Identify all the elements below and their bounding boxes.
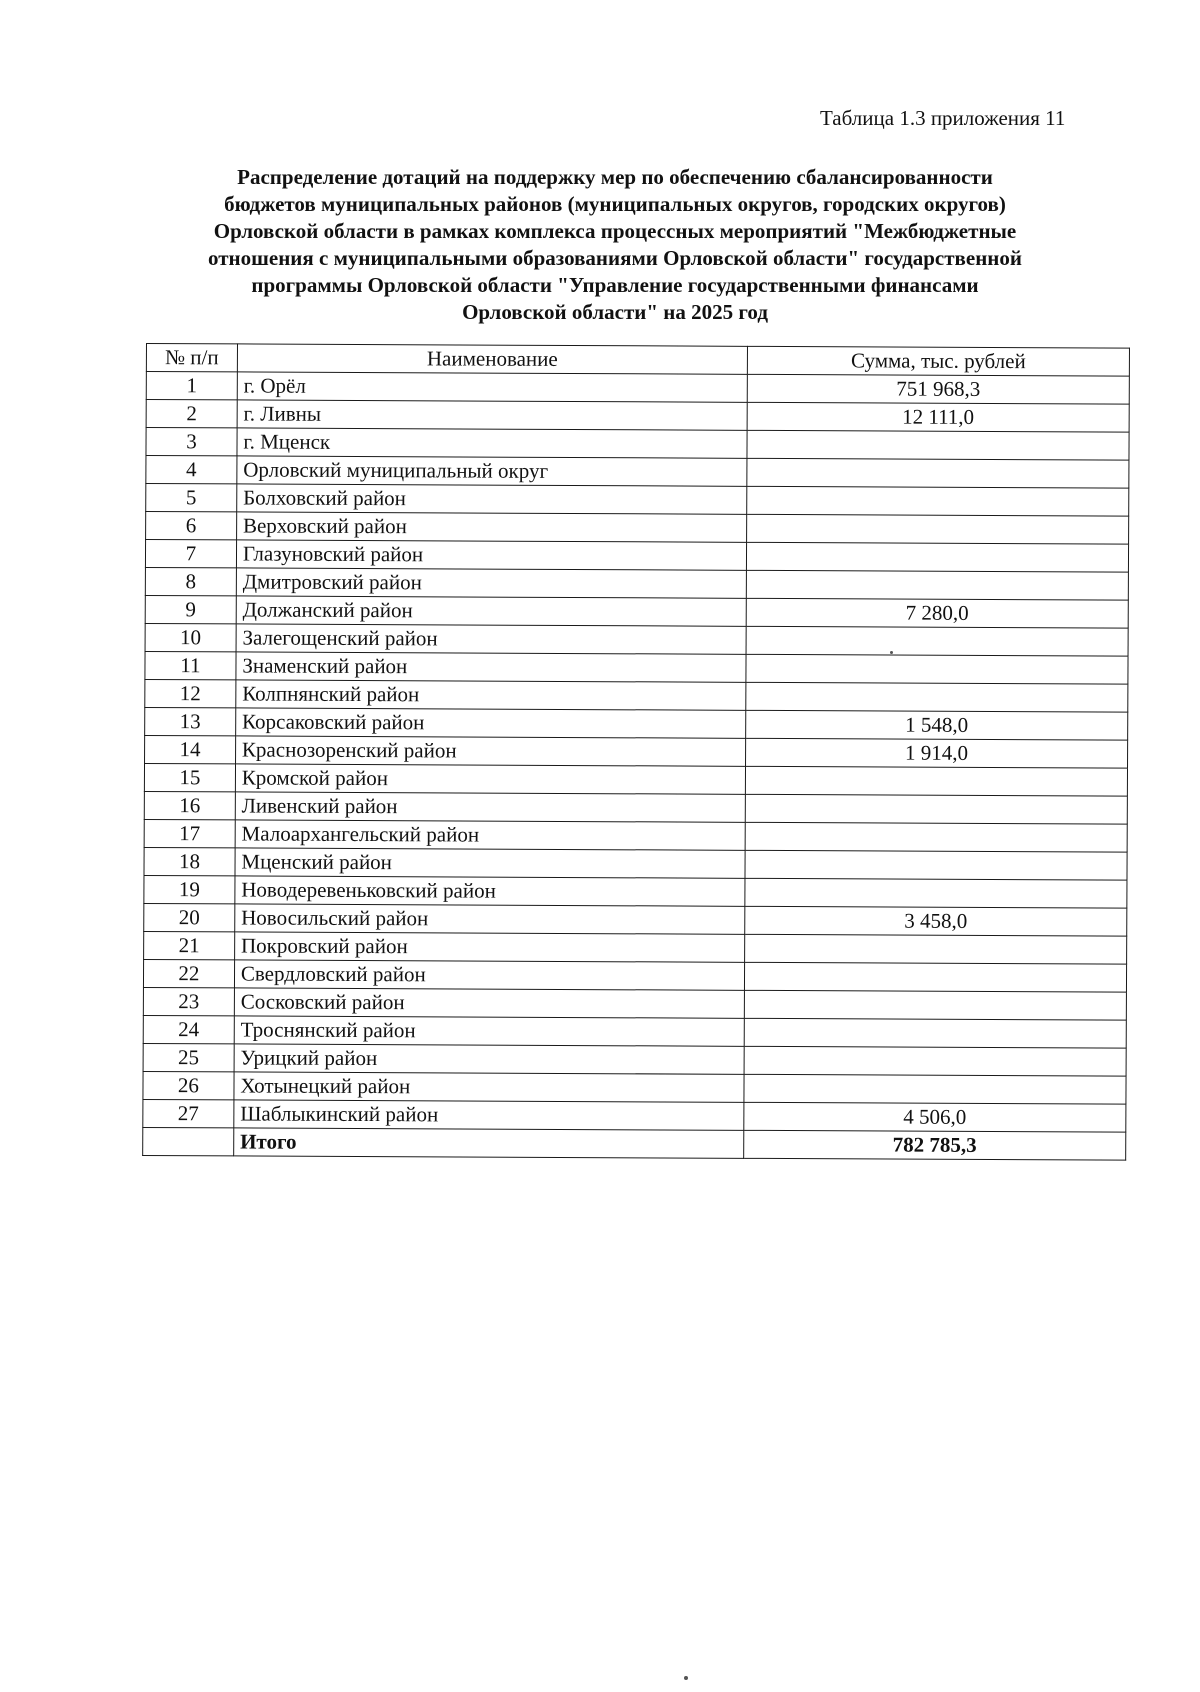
row-sum — [745, 878, 1127, 908]
row-number: 20 — [144, 903, 235, 931]
row-sum — [744, 1018, 1126, 1048]
title-line: программы Орловской области "Управление государственными финансами — [251, 273, 979, 297]
title-line: Орловской области" на 2025 год — [462, 300, 768, 324]
row-name: Краснозоренский район — [235, 736, 745, 766]
row-number: 27 — [143, 1099, 234, 1127]
document-title — [150, 164, 1080, 326]
row-sum — [747, 458, 1129, 488]
row-number — [143, 1127, 234, 1155]
row-sum — [747, 514, 1129, 544]
row-number: 7 — [145, 540, 236, 568]
row-sum: 1 548,0 — [746, 710, 1128, 740]
row-sum — [746, 654, 1128, 684]
total-row — [143, 1127, 1126, 1160]
row-name: Урицкий район — [234, 1044, 744, 1074]
row-name: Мценский район — [235, 848, 745, 878]
allocation-table — [142, 343, 1130, 1161]
header-sum: Сумма, тыс. рублей — [747, 346, 1129, 376]
row-name: Новосильский район — [235, 904, 745, 934]
row-number: 23 — [143, 987, 234, 1015]
row-number: 9 — [145, 595, 236, 623]
row-sum — [747, 430, 1129, 460]
row-number: 8 — [145, 567, 236, 595]
row-name: Малоархангельский район — [235, 820, 745, 850]
row-sum — [744, 1046, 1126, 1076]
row-sum — [744, 990, 1126, 1020]
title-line: бюджетов муниципальных районов (муниципальных округов, городских округов) — [224, 192, 1006, 216]
row-number: 5 — [146, 484, 237, 512]
row-name: Дмитровский район — [236, 568, 746, 598]
row-number: 4 — [146, 456, 237, 484]
row-number: 1 — [146, 372, 237, 400]
row-sum: 782 785,3 — [744, 1130, 1126, 1160]
row-name: Глазуновский район — [236, 540, 746, 570]
row-sum — [745, 850, 1127, 880]
row-number: 3 — [146, 428, 237, 456]
row-number: 25 — [143, 1043, 234, 1071]
row-sum: 1 914,0 — [745, 738, 1127, 768]
title-line: Распределение дотаций на поддержку мер по обеспечению сбалансированности — [237, 165, 993, 189]
row-sum — [745, 822, 1127, 852]
row-sum — [746, 570, 1128, 600]
row-name: Шаблыкинский район — [234, 1100, 744, 1130]
row-number: 21 — [144, 931, 235, 959]
row-number: 17 — [144, 819, 235, 847]
row-name: Ливенский район — [235, 792, 745, 822]
row-number: 18 — [144, 847, 235, 875]
row-number: 13 — [145, 707, 236, 735]
row-sum — [746, 682, 1128, 712]
row-name: Орловский муниципальный округ — [237, 456, 747, 486]
row-name: Итого — [234, 1128, 744, 1158]
row-name: Залегощенский район — [236, 624, 746, 654]
row-name: Корсаковский район — [236, 708, 746, 738]
row-number: 26 — [143, 1071, 234, 1099]
row-name: Хотынецкий район — [234, 1072, 744, 1102]
row-name: Знаменский район — [236, 652, 746, 682]
row-number: 6 — [146, 512, 237, 540]
row-name: Колпнянский район — [236, 680, 746, 710]
row-name: Верховский район — [236, 512, 746, 542]
row-sum — [746, 626, 1128, 656]
row-sum: 7 280,0 — [746, 598, 1128, 628]
row-sum — [745, 766, 1127, 796]
row-sum — [745, 794, 1127, 824]
table-body — [143, 372, 1130, 1161]
row-name: Покровский район — [234, 932, 744, 962]
table-reference-label: Таблица 1.3 приложения 11 — [820, 106, 1066, 130]
row-sum: 12 111,0 — [747, 402, 1129, 432]
row-name: Должанский район — [236, 596, 746, 626]
title-line: отношения с муниципальными образованиями Орловской области" государственной — [208, 246, 1022, 270]
header-number: № п/п — [146, 344, 237, 372]
row-name: Сосковский район — [234, 988, 744, 1018]
row-name: г. Орёл — [237, 372, 747, 402]
row-number: 24 — [143, 1015, 234, 1043]
row-number: 10 — [145, 623, 236, 651]
title-line: Орловской области в рамках комплекса процессных мероприятий "Межбюджетные — [213, 219, 1017, 243]
row-name: Болховский район — [237, 484, 747, 514]
row-sum — [747, 486, 1129, 516]
row-sum — [744, 1074, 1126, 1104]
row-number: 2 — [146, 400, 237, 428]
row-name: Троснянский район — [234, 1016, 744, 1046]
row-sum — [746, 542, 1128, 572]
row-sum: 4 506,0 — [744, 1102, 1126, 1132]
scan-speck — [684, 1676, 688, 1680]
row-number: 22 — [143, 959, 234, 987]
row-name: Новодеревеньковский район — [235, 876, 745, 906]
row-sum — [744, 962, 1126, 992]
row-sum: 751 968,3 — [747, 374, 1129, 404]
row-name: г. Ливны — [237, 400, 747, 430]
row-sum: 3 458,0 — [745, 906, 1127, 936]
scan-speck — [890, 651, 893, 654]
row-number: 15 — [144, 763, 235, 791]
row-number: 12 — [145, 679, 236, 707]
row-number: 14 — [145, 735, 236, 763]
row-name: г. Мценск — [237, 428, 747, 458]
row-sum — [745, 934, 1127, 964]
row-number: 19 — [144, 875, 235, 903]
header-name: Наименование — [237, 344, 747, 374]
row-name: Свердловский район — [234, 960, 744, 990]
row-number: 11 — [145, 651, 236, 679]
row-number: 16 — [144, 791, 235, 819]
row-name: Кромской район — [235, 764, 745, 794]
